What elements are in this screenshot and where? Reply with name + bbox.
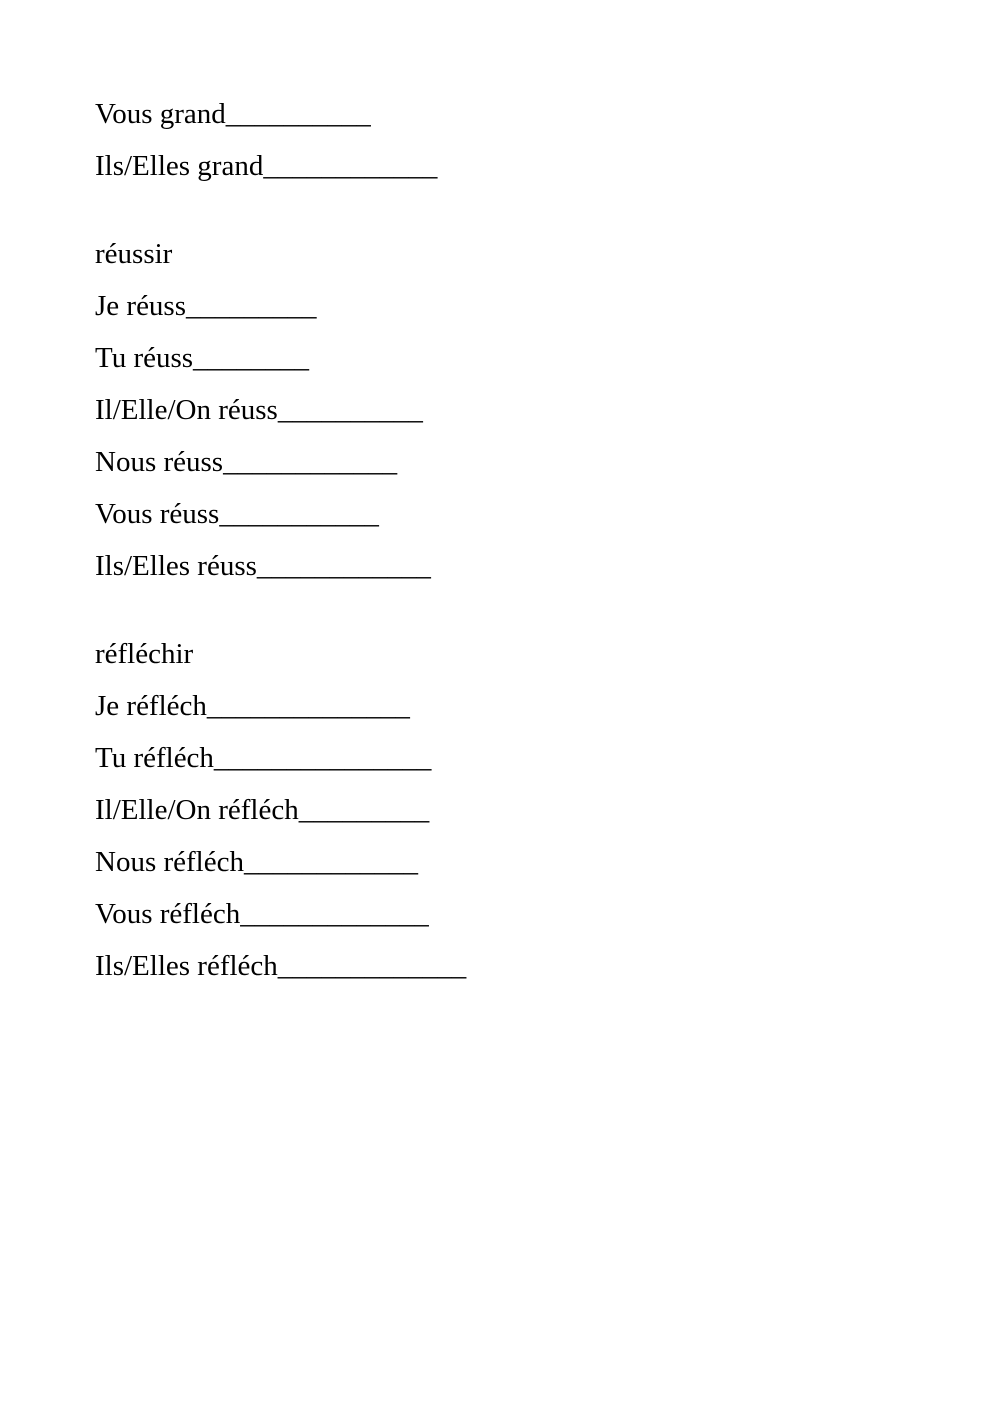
conjugation-line-tu-reussir: Tu réuss________ <box>95 342 310 374</box>
conjugation-line-vous-reflechir: Vous réfléch_____________ <box>95 898 429 930</box>
conjugation-line-je-reflechir: Je réfléch______________ <box>95 690 410 722</box>
conjugation-line-ils-reflechir: Ils/Elles réfléch_____________ <box>95 950 467 982</box>
conjugation-line-ils-reussir: Ils/Elles réuss____________ <box>95 550 431 582</box>
conjugation-line-il-reussir: Il/Elle/On réuss__________ <box>95 394 423 426</box>
conjugation-line-je-reussir: Je réuss_________ <box>95 290 317 322</box>
conjugation-line-il-reflechir: Il/Elle/On réfléch_________ <box>95 794 430 826</box>
conjugation-line-nous-reussir: Nous réuss____________ <box>95 446 398 478</box>
verb-heading-reussir: réussir <box>95 238 173 270</box>
verb-heading-reflechir: réfléchir <box>95 638 194 670</box>
conjugation-line-vous-grandir: Vous grand__________ <box>95 98 371 130</box>
conjugation-line-nous-reflechir: Nous réfléch____________ <box>95 846 418 878</box>
conjugation-line-tu-reflechir: Tu réfléch_______________ <box>95 742 432 774</box>
conjugation-line-ils-grandir: Ils/Elles grand____________ <box>95 150 438 182</box>
conjugation-line-vous-reussir: Vous réuss___________ <box>95 498 379 530</box>
